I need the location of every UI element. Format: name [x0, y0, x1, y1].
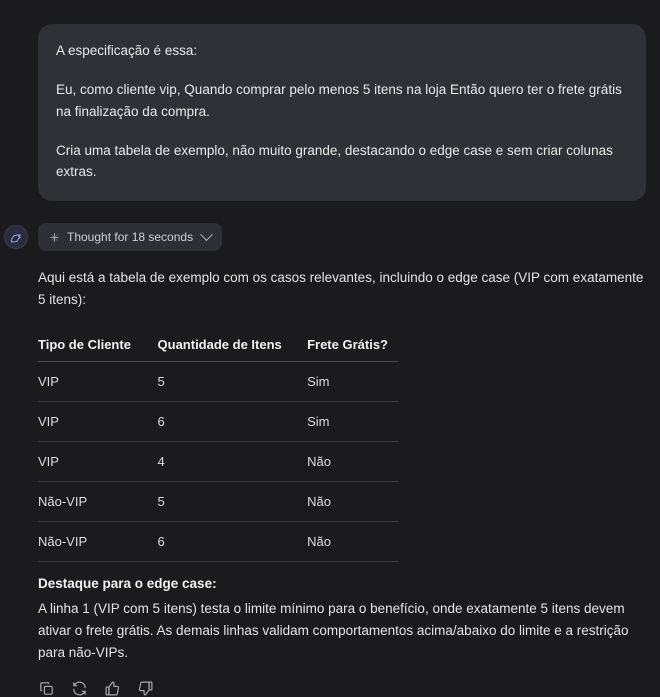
thumbs-up-icon[interactable] — [104, 680, 121, 697]
table-cell: Sim — [307, 402, 398, 442]
user-message-paragraph: Cria uma tabela de exemplo, não muito grande, destacando o edge case e sem criar colunas extras. — [56, 142, 613, 180]
table-cell: 5 — [158, 362, 308, 402]
table-cell: Não — [307, 482, 398, 522]
table-row — [38, 522, 398, 562]
assistant-message — [0, 223, 660, 696]
table-cell: Sim — [307, 362, 398, 402]
table-header-cell: Frete Grátis? — [307, 329, 398, 362]
table-cell: Não-VIP — [38, 482, 158, 522]
example-table — [38, 329, 398, 562]
assistant-bird-icon — [4, 225, 28, 249]
table-header-cell: Tipo de Cliente — [38, 329, 158, 362]
table-cell: 5 — [158, 482, 308, 522]
assistant-intro-text: Aqui está a tabela de exemplo com os casos relevantes, incluindo o edge case (VIP com exatamente 5 itens): — [38, 270, 644, 308]
table-header-row — [38, 329, 398, 362]
table-cell: Não — [307, 522, 398, 562]
table-cell: 6 — [158, 522, 308, 562]
table-header-cell: Quantidade de Itens — [158, 329, 308, 362]
edge-case-explanation: A linha 1 (VIP com 5 itens) testa o limite mínimo para o benefício, onde exatamente 5 itens devem ativar o frete grátis. As demais linhas validam comportamentos acima/abaixo do limite e a restrição para não-VIPs. — [38, 601, 629, 660]
table-row — [38, 362, 398, 402]
table-cell: VIP — [38, 402, 158, 442]
table-cell: 4 — [158, 442, 308, 482]
thought-summary-label: Thought for 18 seconds — [67, 230, 194, 245]
sparkle-icon — [49, 232, 60, 243]
thought-summary-toggle[interactable] — [38, 223, 222, 251]
user-message-bubble — [38, 24, 646, 201]
edge-case-heading: Destaque para o edge case: — [38, 576, 217, 592]
copy-icon[interactable] — [38, 680, 55, 697]
user-message-row — [0, 0, 660, 201]
table-cell: VIP — [38, 442, 158, 482]
message-actions — [38, 678, 648, 697]
table-cell: 6 — [158, 402, 308, 442]
table-cell: VIP — [38, 362, 158, 402]
table-cell: Não-VIP — [38, 522, 158, 562]
table-row — [38, 402, 398, 442]
user-message-paragraph: A especificação é essa: — [56, 43, 198, 58]
table-cell: Não — [307, 442, 398, 482]
user-message-paragraph: Eu, como cliente vip, Quando comprar pelo menos 5 itens na loja Então quero ter o frete grátis na finalização da compra. — [56, 81, 622, 119]
table-row — [38, 442, 398, 482]
chevron-down-icon — [200, 228, 213, 241]
table-row — [38, 482, 398, 522]
thumbs-down-icon[interactable] — [137, 680, 154, 697]
regenerate-icon[interactable] — [71, 680, 88, 697]
